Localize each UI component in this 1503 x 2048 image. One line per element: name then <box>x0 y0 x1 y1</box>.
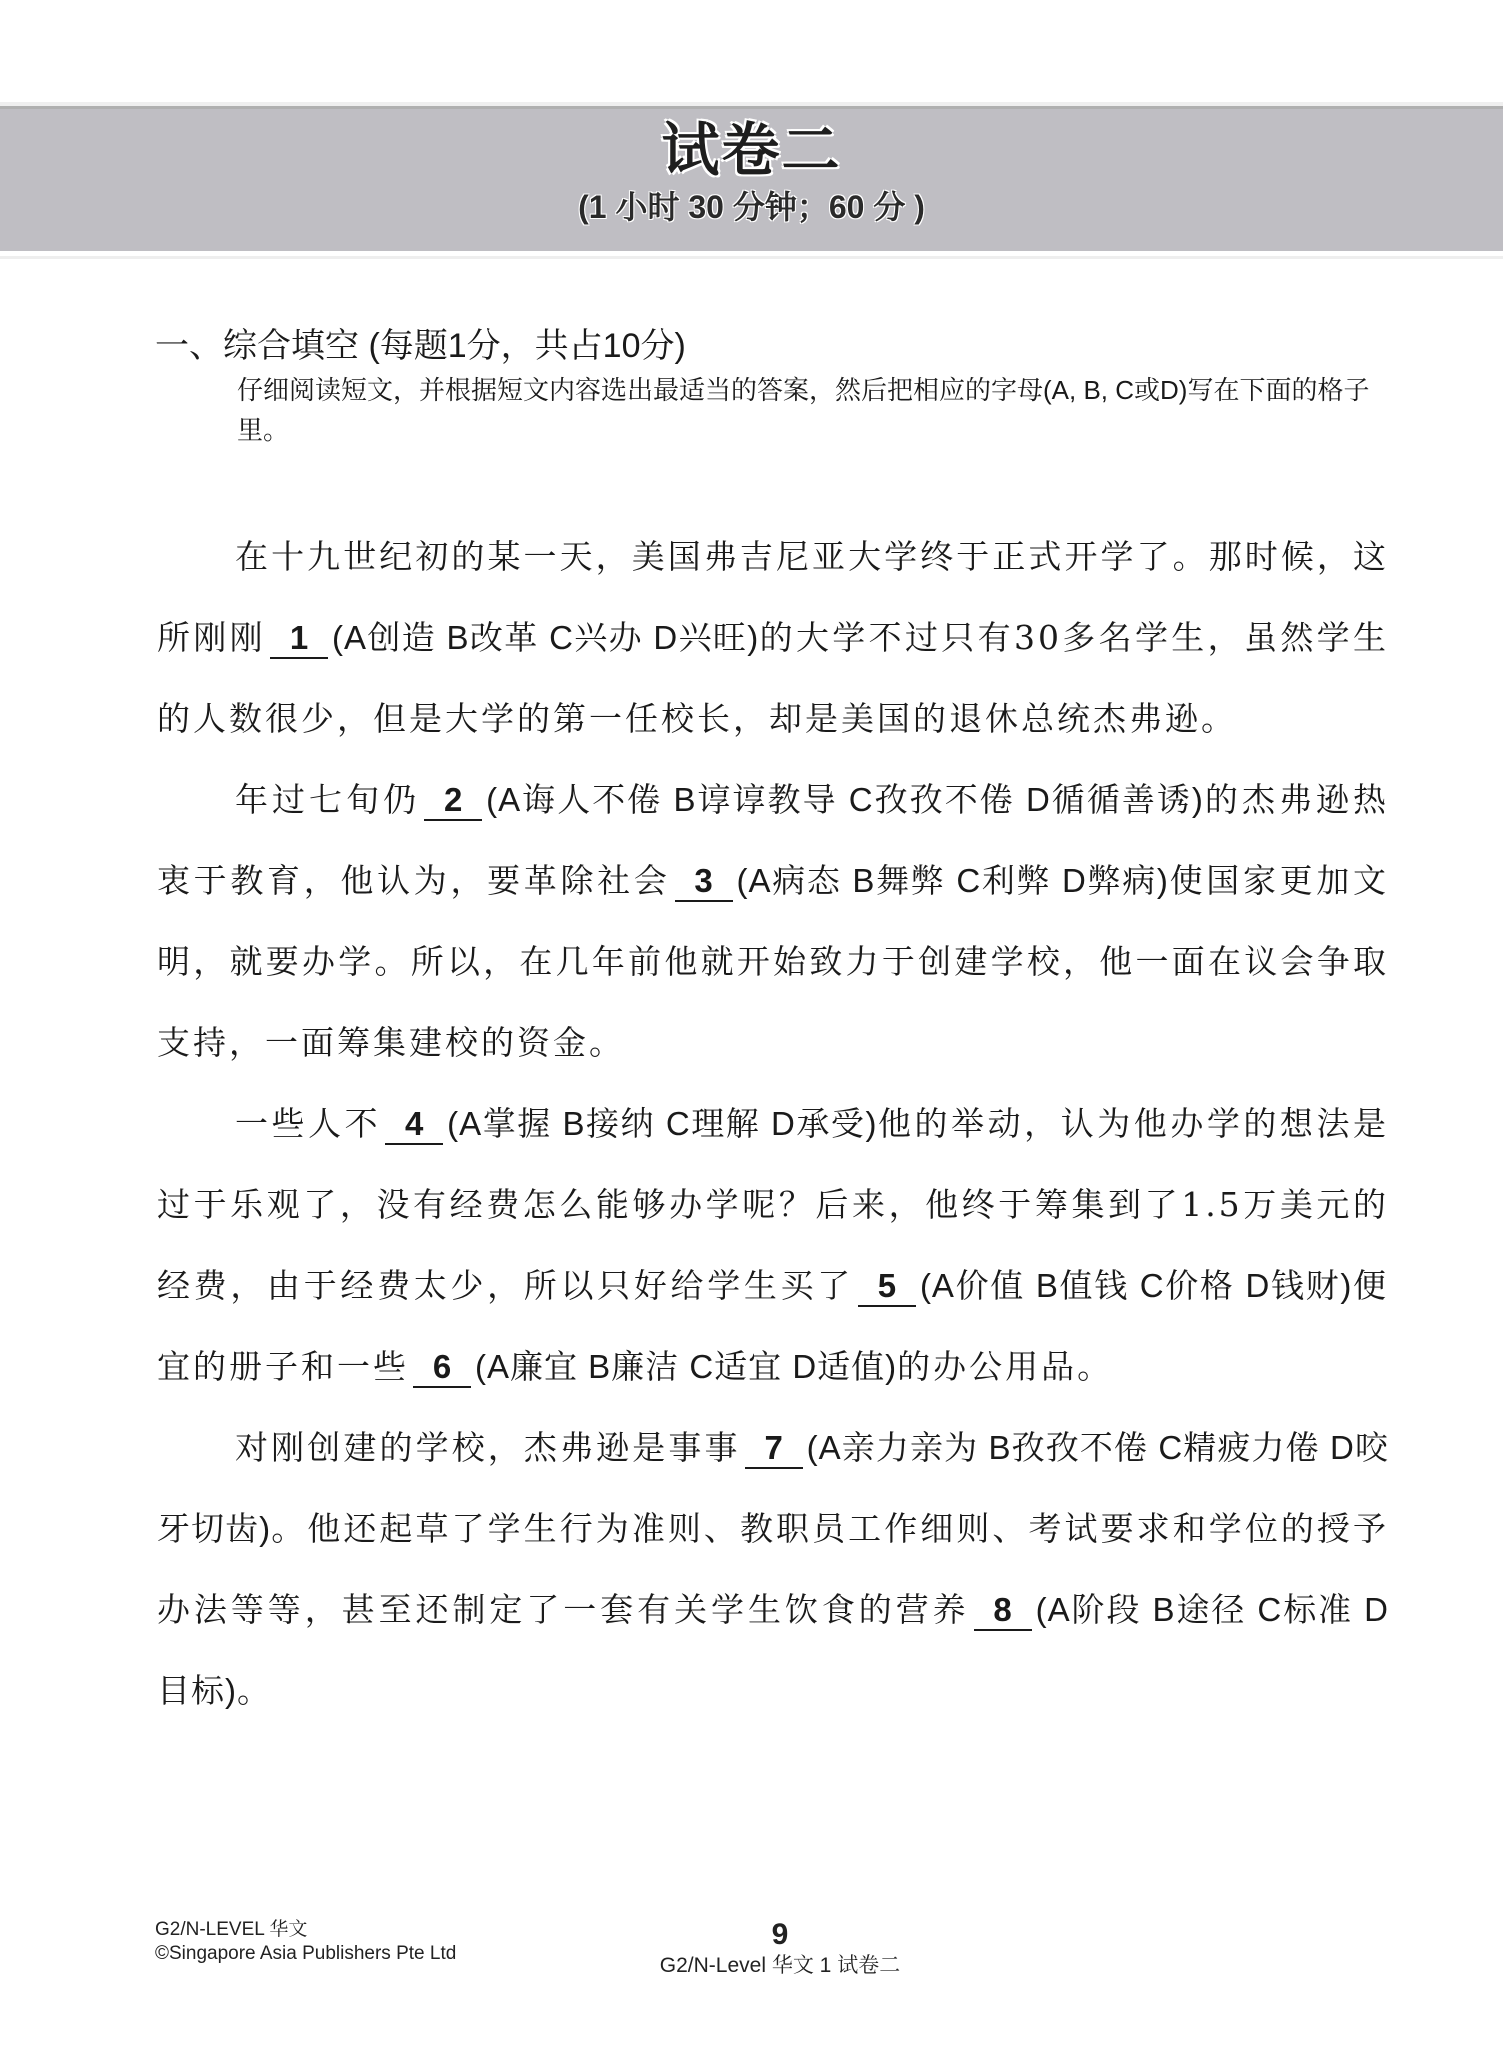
section-cloze <box>155 322 1405 450</box>
answer-blank[interactable]: 6 <box>413 1348 471 1388</box>
passage-paragraph <box>157 759 1389 1083</box>
answer-blank[interactable]: 2 <box>424 781 482 821</box>
passage-text: 使国家更加文明，就要办学。所以，在几年前他就开始致力于创建学校，他一面在议会争取支持，一面筹集建校的资金。 <box>157 861 1390 1062</box>
paper-duration-marks: (1 小时 30 分钟；60 分 ) <box>578 189 925 225</box>
passage-text: 的办公用品。 <box>897 1347 1114 1386</box>
passage-paragraph <box>157 516 1389 759</box>
answer-blank[interactable]: 1 <box>270 619 328 659</box>
passage-text: 。他还起草了学生行为准则、教职员工作细则、考试要求和学位的授予办法等等，甚至还制定了一套有关学生饮食的营养 <box>157 1509 1389 1629</box>
passage-paragraph <box>157 1083 1389 1407</box>
passage-text: 他的举动，认为他办学的想法是过于乐观了，没有经费怎么能够办学呢？后来，他终于筹集到了1.5万美元的经费，由于经费太少，所以只好给学生买了 <box>157 1104 1390 1305</box>
answer-blank[interactable]: 8 <box>974 1591 1032 1631</box>
answer-options: (A病态 B舞弊 C利弊 D弊病) <box>736 862 1169 899</box>
answer-blank[interactable]: 7 <box>745 1429 803 1469</box>
section-instructions: 仔细阅读短文，并根据短文内容选出最适当的答案，然后把相应的字母(A, B, C或D)写在下面的格子里。 <box>237 375 1370 445</box>
answer-options: (A亲力亲为 B孜孜不倦 C精疲力倦 D咬牙切齿) <box>157 1429 1389 1547</box>
answer-options: (A掌握 B接纳 C理解 D承受) <box>447 1105 878 1142</box>
passage-text: 年过七旬仍 <box>235 780 421 819</box>
paper-title-banner <box>0 106 1503 251</box>
passage-text: 。 <box>237 1671 273 1710</box>
footer-series-label: G2/N-LEVEL 华文 <box>155 1919 308 1940</box>
section-heading: 一、综合填空 (每题1分，共占10分) <box>155 327 686 365</box>
footer-page-info <box>590 1918 970 1980</box>
passage-text: 一些人不 <box>235 1104 382 1143</box>
answer-options: (A阶段 B途径 C标准 D目标) <box>157 1591 1390 1709</box>
passage-text: 对刚创建的学校，杰弗逊是事事 <box>235 1428 741 1467</box>
answer-options: (A创造 B改革 C兴办 D兴旺) <box>332 619 760 656</box>
answer-blank[interactable]: 5 <box>858 1267 916 1307</box>
answer-blank[interactable]: 3 <box>675 862 733 902</box>
answer-options: (A诲人不倦 B谆谆教导 C孜孜不倦 D循循善诱) <box>486 781 1204 818</box>
answer-options: (A价值 B值钱 C价格 D钱财) <box>919 1267 1353 1304</box>
answer-options: (A廉宜 B廉洁 C适宜 D适值) <box>475 1348 898 1385</box>
cloze-passage <box>157 516 1389 1731</box>
passage-text: 在十九世纪初的某一天，美国弗吉尼亚大学终于正式开学了。那时候，这所刚刚 <box>157 537 1389 657</box>
answer-blank[interactable]: 4 <box>385 1105 443 1145</box>
passage-text: 的杰弗逊热衷于教育，他认为，要革除社会 <box>157 780 1390 900</box>
footer-copyright: ©Singapore Asia Publishers Pte Ltd <box>155 1943 457 1964</box>
passage-text: 的大学不过只有30多名学生，虽然学生的人数很少，但是大学的第一任校长，却是美国的退休总统杰弗逊。 <box>157 618 1390 738</box>
paper-title: 试卷二 <box>661 116 842 184</box>
passage-text: 便宜的册子和一些 <box>157 1266 1390 1386</box>
footer-publisher <box>155 1918 456 1966</box>
page-number: 9 <box>771 1918 789 1951</box>
passage-paragraph <box>157 1407 1389 1731</box>
running-title: G2/N-Level 华文 1 试卷二 <box>659 1954 901 1977</box>
